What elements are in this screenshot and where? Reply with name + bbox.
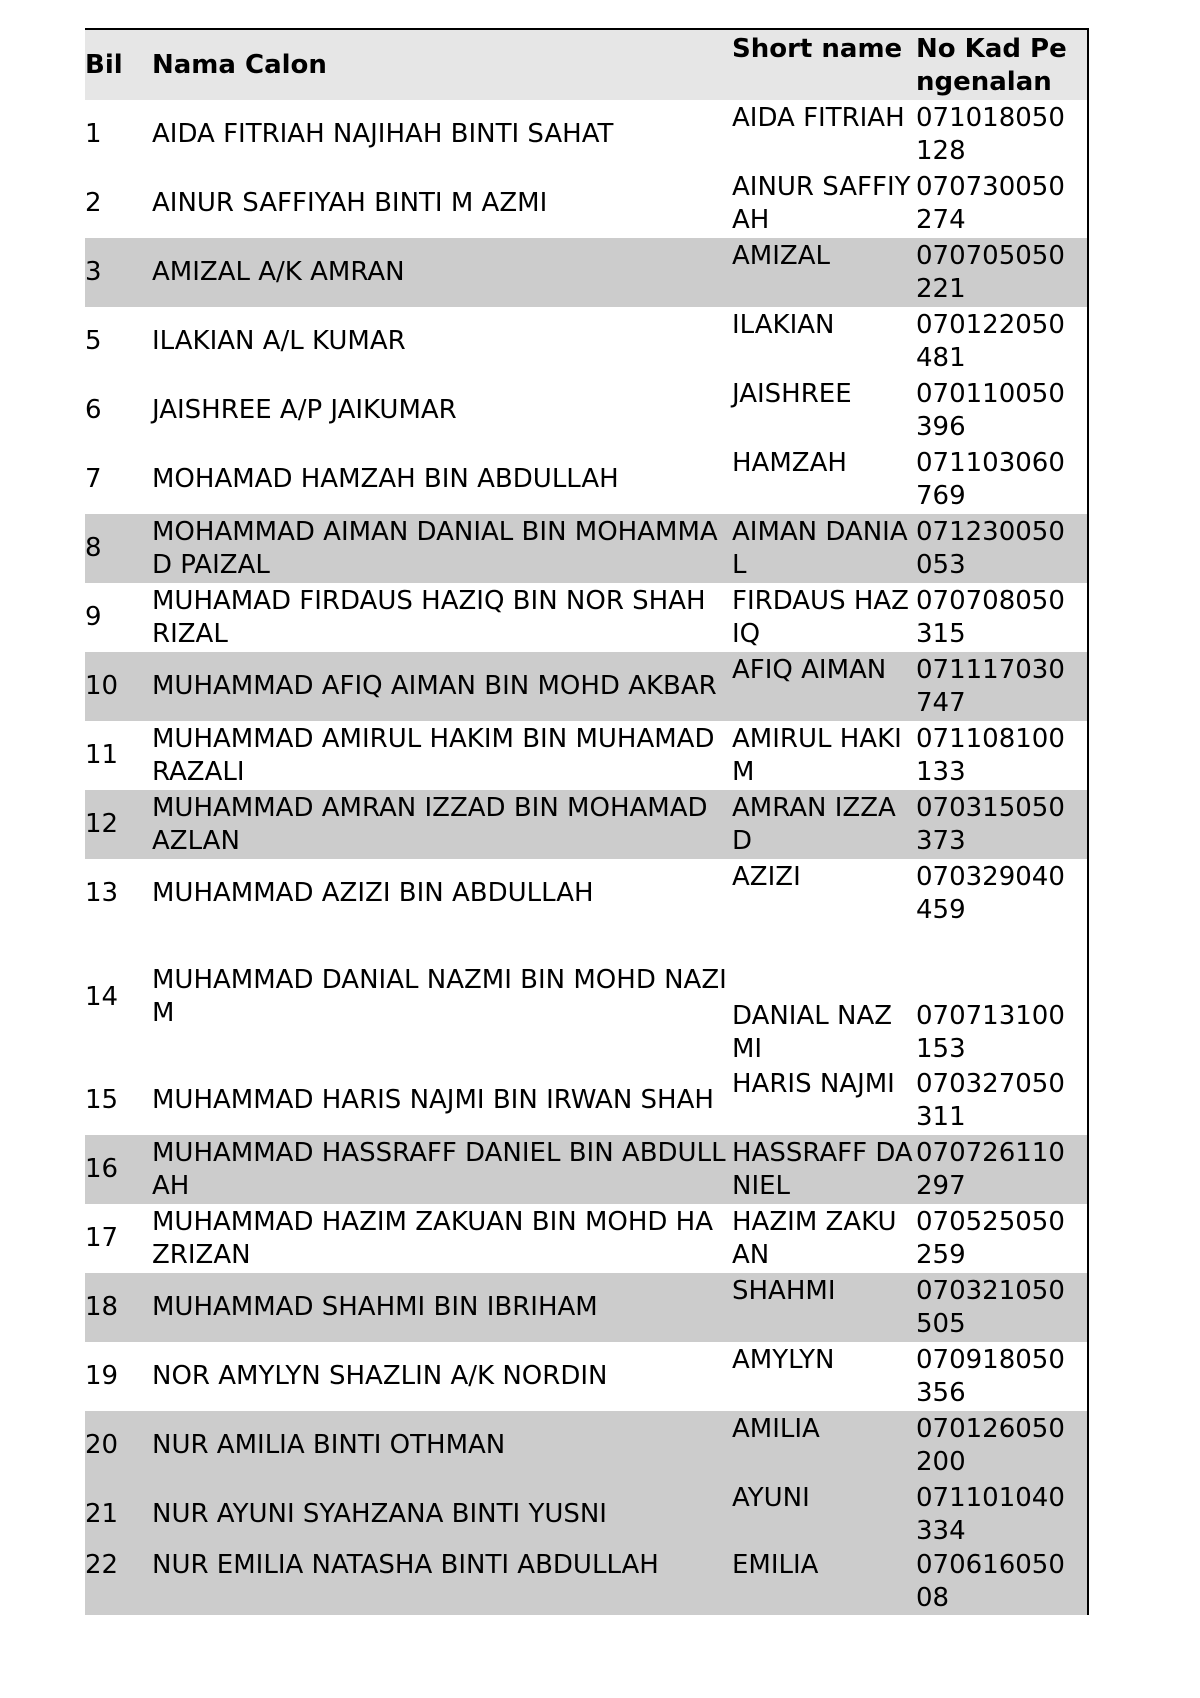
cell-short-name: AMYLYN bbox=[732, 1345, 835, 1375]
cell-short-name: AFIQ AIMAN bbox=[732, 655, 887, 685]
table-row bbox=[85, 169, 1087, 238]
cell-nama-calon: AIDA FITRIAH NAJIHAH BINTI SAHAT bbox=[152, 119, 614, 149]
cell-nama-calon: MOHAMAD HAMZAH BIN ABDULLAH bbox=[152, 464, 619, 494]
cell-no-kad-pengenalan: 070327050311 bbox=[916, 1069, 1065, 1132]
cell-nama-calon: JAISHREE A/P JAIKUMAR bbox=[152, 395, 457, 425]
cell-short-name: AZIZI bbox=[732, 862, 801, 892]
cell-nama-calon: MUHAMAD FIRDAUS HAZIQ BIN NOR SHAH RIZAL bbox=[152, 585, 706, 649]
cell-no-kad-pengenalan: 071117030747 bbox=[916, 655, 1065, 718]
cell-nama-calon: MUHAMMAD AFIQ AIMAN BIN MOHD AKBAR bbox=[152, 671, 717, 701]
cell-short-name: AMIZAL bbox=[732, 241, 830, 271]
table-row bbox=[85, 1411, 1087, 1480]
cell-no-kad-pengenalan: 070126050200 bbox=[916, 1414, 1065, 1477]
cell-bil: 8 bbox=[85, 533, 102, 563]
table-row bbox=[85, 1066, 1087, 1135]
header-bil: Bil bbox=[85, 49, 123, 80]
cell-bil: 15 bbox=[85, 1085, 119, 1115]
cell-no-kad-pengenalan: 070708050315 bbox=[916, 586, 1065, 649]
table-row bbox=[85, 652, 1087, 721]
table-header-row bbox=[85, 30, 1087, 100]
header-no-kad-pengenalan: No Kad Pengenalan bbox=[916, 34, 1067, 97]
cell-bil: 21 bbox=[85, 1499, 119, 1529]
table-row bbox=[85, 859, 1087, 928]
cell-short-name: AIDA FITRIAH bbox=[732, 103, 905, 133]
cell-short-name: HARIS NAJMI bbox=[732, 1069, 895, 1099]
table-row bbox=[85, 100, 1087, 169]
table-row bbox=[85, 583, 1087, 652]
cell-short-name: HAZIM ZAKUAN bbox=[732, 1207, 897, 1270]
cell-no-kad-pengenalan: 071101040334 bbox=[916, 1483, 1065, 1546]
cell-bil: 2 bbox=[85, 188, 102, 218]
cell-no-kad-pengenalan: 070315050373 bbox=[916, 793, 1065, 856]
cell-no-kad-pengenalan: 071108100133 bbox=[916, 724, 1065, 787]
cell-no-kad-pengenalan: 070713100153 bbox=[916, 1001, 1065, 1064]
cell-no-kad-pengenalan: 070525050259 bbox=[916, 1207, 1065, 1270]
cell-no-kad-pengenalan: 070321050505 bbox=[916, 1276, 1065, 1339]
cell-short-name: JAISHREE bbox=[732, 379, 852, 409]
cell-no-kad-pengenalan: 071230050053 bbox=[916, 517, 1065, 580]
table-row bbox=[85, 928, 1087, 1066]
cell-no-kad-pengenalan: 070918050356 bbox=[916, 1345, 1065, 1408]
cell-nama-calon: NUR AMILIA BINTI OTHMAN bbox=[152, 1430, 506, 1460]
table-row bbox=[85, 721, 1087, 790]
cell-no-kad-pengenalan: 070122050481 bbox=[916, 310, 1065, 373]
cell-bil: 10 bbox=[85, 671, 119, 701]
table-row bbox=[85, 307, 1087, 376]
cell-short-name: HAMZAH bbox=[732, 448, 847, 478]
cell-bil: 7 bbox=[85, 464, 102, 494]
header-short-name: Short name bbox=[732, 34, 903, 64]
cell-bil: 9 bbox=[85, 602, 102, 632]
cell-short-name: HASSRAFF DANIEL bbox=[732, 1138, 913, 1201]
cell-nama-calon: MUHAMMAD SHAHMI BIN IBRIHAM bbox=[152, 1292, 598, 1322]
cell-bil: 19 bbox=[85, 1361, 119, 1391]
cell-bil: 3 bbox=[85, 257, 102, 287]
cell-bil: 20 bbox=[85, 1430, 119, 1460]
cell-nama-calon: MUHAMMAD AMIRUL HAKIM BIN MUHAMAD RAZALI bbox=[152, 723, 715, 787]
candidate-table bbox=[85, 30, 1087, 1615]
cell-short-name: SHAHMI bbox=[732, 1276, 836, 1306]
table-row bbox=[85, 1480, 1087, 1549]
table-row bbox=[85, 1342, 1087, 1411]
cell-no-kad-pengenalan: 070730050274 bbox=[916, 172, 1065, 235]
table-row bbox=[85, 376, 1087, 445]
cell-nama-calon: MUHAMMAD AZIZI BIN ABDULLAH bbox=[152, 878, 594, 908]
cell-bil: 18 bbox=[85, 1292, 119, 1322]
cell-no-kad-pengenalan: 070705050221 bbox=[916, 241, 1065, 304]
cell-nama-calon: NUR EMILIA NATASHA BINTI ABDULLAH bbox=[152, 1550, 659, 1580]
table-row bbox=[85, 1204, 1087, 1273]
cell-bil: 12 bbox=[85, 809, 119, 839]
cell-nama-calon: MUHAMMAD HASSRAFF DANIEL BIN ABDULLAH bbox=[152, 1137, 726, 1201]
cell-short-name: AMRAN IZZAD bbox=[732, 793, 896, 856]
cell-nama-calon: MOHAMMAD AIMAN DANIAL BIN MOHAMMAD PAIZAL bbox=[152, 516, 718, 580]
cell-no-kad-pengenalan: 071103060769 bbox=[916, 448, 1065, 511]
cell-nama-calon: AMIZAL A/K AMRAN bbox=[152, 257, 405, 287]
table-row bbox=[85, 1549, 1087, 1615]
table-row bbox=[85, 514, 1087, 583]
table-row bbox=[85, 445, 1087, 514]
cell-short-name: AYUNI bbox=[732, 1483, 810, 1513]
cell-bil: 13 bbox=[85, 878, 119, 908]
cell-short-name: EMILIA bbox=[732, 1550, 819, 1580]
cell-no-kad-pengenalan: 07061605008 bbox=[916, 1550, 1065, 1613]
candidate-list-sheet bbox=[85, 28, 1089, 1615]
cell-short-name: FIRDAUS HAZIQ bbox=[732, 586, 909, 649]
cell-nama-calon: NOR AMYLYN SHAZLIN A/K NORDIN bbox=[152, 1361, 608, 1391]
table-body bbox=[85, 100, 1087, 1615]
cell-bil: 5 bbox=[85, 326, 102, 356]
cell-nama-calon: MUHAMMAD HAZIM ZAKUAN BIN MOHD HAZRIZAN bbox=[152, 1206, 714, 1270]
cell-bil: 11 bbox=[85, 740, 119, 770]
cell-short-name: ILAKIAN bbox=[732, 310, 835, 340]
cell-short-name: AIMAN DANIAL bbox=[732, 517, 908, 580]
cell-short-name: AINUR SAFFIYAH bbox=[732, 172, 911, 235]
table-row bbox=[85, 790, 1087, 859]
cell-nama-calon: AINUR SAFFIYAH BINTI M AZMI bbox=[152, 188, 548, 218]
cell-no-kad-pengenalan: 070726110297 bbox=[916, 1138, 1065, 1201]
cell-bil: 16 bbox=[85, 1154, 119, 1184]
table-row bbox=[85, 1273, 1087, 1342]
cell-nama-calon: MUHAMMAD AMRAN IZZAD BIN MOHAMAD AZLAN bbox=[152, 792, 708, 856]
cell-nama-calon: ILAKIAN A/L KUMAR bbox=[152, 326, 406, 356]
cell-short-name: DANIAL NAZMI bbox=[732, 1001, 893, 1064]
cell-bil: 22 bbox=[85, 1550, 119, 1580]
table-row bbox=[85, 1135, 1087, 1204]
cell-bil: 17 bbox=[85, 1223, 119, 1253]
cell-short-name: AMILIA bbox=[732, 1414, 820, 1444]
cell-bil: 14 bbox=[85, 981, 119, 1012]
cell-no-kad-pengenalan: 070329040459 bbox=[916, 862, 1065, 925]
table-row bbox=[85, 238, 1087, 307]
cell-no-kad-pengenalan: 070110050396 bbox=[916, 379, 1065, 442]
cell-no-kad-pengenalan: 071018050128 bbox=[916, 103, 1065, 166]
cell-nama-calon: MUHAMMAD HARIS NAJMI BIN IRWAN SHAH bbox=[152, 1085, 714, 1115]
cell-bil: 1 bbox=[85, 119, 102, 149]
cell-bil: 6 bbox=[85, 395, 102, 425]
header-nama-calon: Nama Calon bbox=[152, 49, 327, 80]
cell-nama-calon: NUR AYUNI SYAHZANA BINTI YUSNI bbox=[152, 1499, 607, 1529]
cell-nama-calon: MUHAMMAD DANIAL NAZMI BIN MOHD NAZIM bbox=[152, 965, 727, 1028]
cell-short-name: AMIRUL HAKIM bbox=[732, 724, 902, 787]
